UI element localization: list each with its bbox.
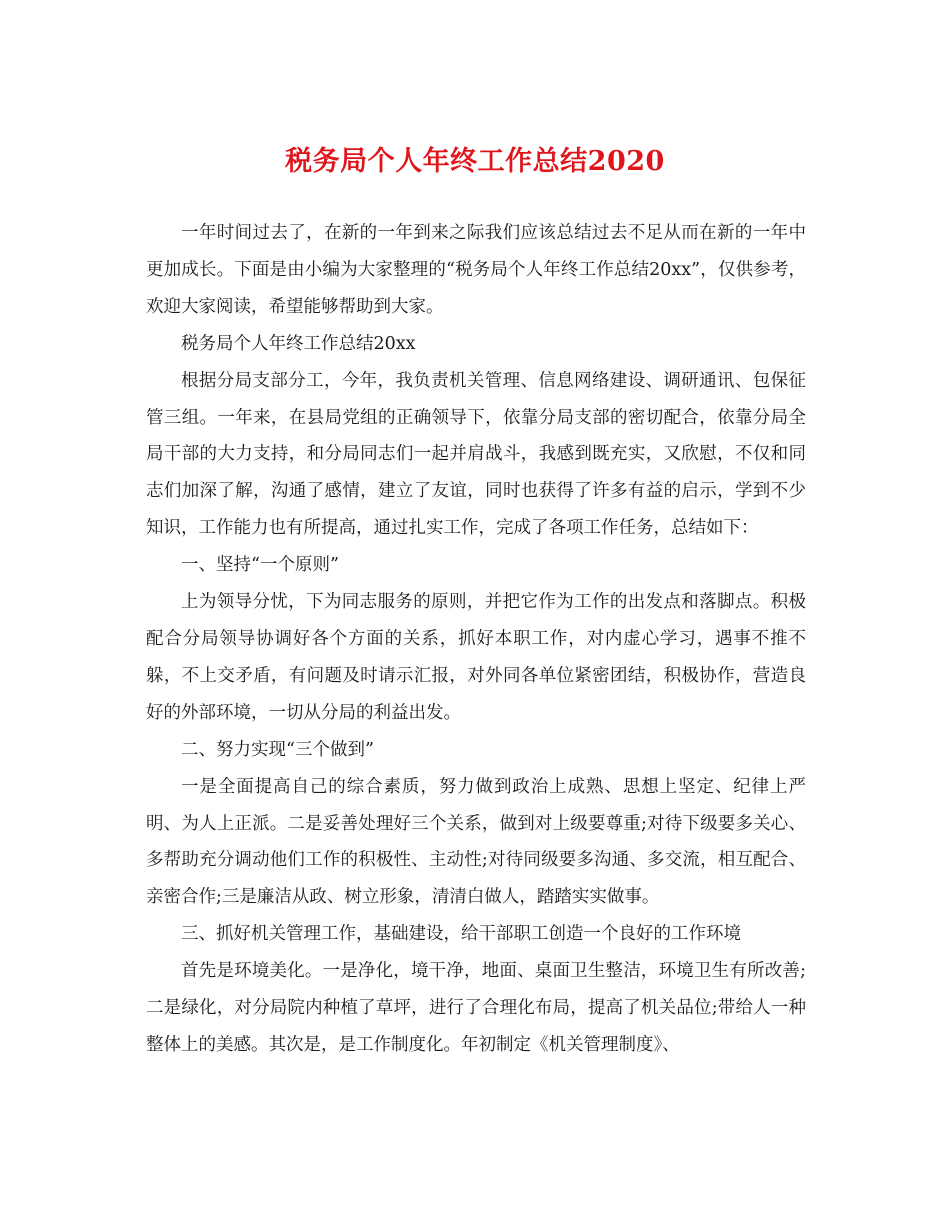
- paragraph-section-1: 上为领导分忧，下为同志服务的原则，并把它作为工作的出发点和落脚点。积极配合分局领导协调好各个方面的关系，抓好本职工作，对内虚心学习，遇事不推不躲，不上交矛盾，有问题及时请示汇报，对外同各单位紧密团结，积极协作，营造良好的外部环境，一切从分局的利益出发。: [146, 592, 806, 723]
- document-title: 税务局个人年终工作总结2020: [285, 146, 665, 177]
- paragraph-section-2: 一是全面提高自己的综合素质，努力做到政治上成熟、思想上坚定、纪律上严明、为人上正派。二是妥善处理好三个关系，做到对上级要尊重;对待下级要多关心、多帮助充分调动他们工作的积极性、主动性;对待同级要多沟通、多交流，相互配合、亲密合作;三是廉洁从政、树立形象，清清白做人，踏踏实实做事。: [146, 776, 806, 908]
- section-heading-2: 二、努力实现“三个做到”: [181, 739, 374, 760]
- paragraph-intro: 一年时间过去了，在新的一年到来之际我们应该总结过去不足从而在新的一年中更加成长。下面是由小编为大家整理的“税务局个人年终工作总结20xx”，仅供参考，欢迎大家阅读，希望能够帮助到大家。: [146, 223, 806, 317]
- paragraph-overview: 根据分局支部分工，今年，我负责机关管理、信息网络建设、调研通讯、包保征管三组。一年来，在县局党组的正确领导下，依靠分局支部的密切配合，依靠分局全局干部的大力支持，和分局同志们一起并肩战斗，我感到既充实，又欣慰，不仅和同志们加深了解，沟通了感情，建立了友谊，同时也获得了许多有益的启示，学到不少知识，工作能力也有所提高，通过扎实工作，完成了各项工作任务，总结如下：: [146, 370, 806, 539]
- section-heading-1: 一、坚持“一个原则”: [181, 555, 339, 576]
- section-heading-3: 三、抓好机关管理工作，基础建设，给干部职工创造一个良好的工作环境: [181, 924, 741, 945]
- paragraph-subtitle: 税务局个人年终工作总结20xx: [181, 333, 416, 354]
- document-body: [146, 215, 806, 1064]
- paragraph-section-3: 首先是环境美化。一是净化，境干净，地面、桌面卫生整洁，环境卫生有所改善;二是绿化，对分局院内种植了草坪，进行了合理化布局，提高了机关品位;带给人一种整体上的美感。其次是，是工作制度化。年初制定《机关管理制度》、: [146, 961, 806, 1055]
